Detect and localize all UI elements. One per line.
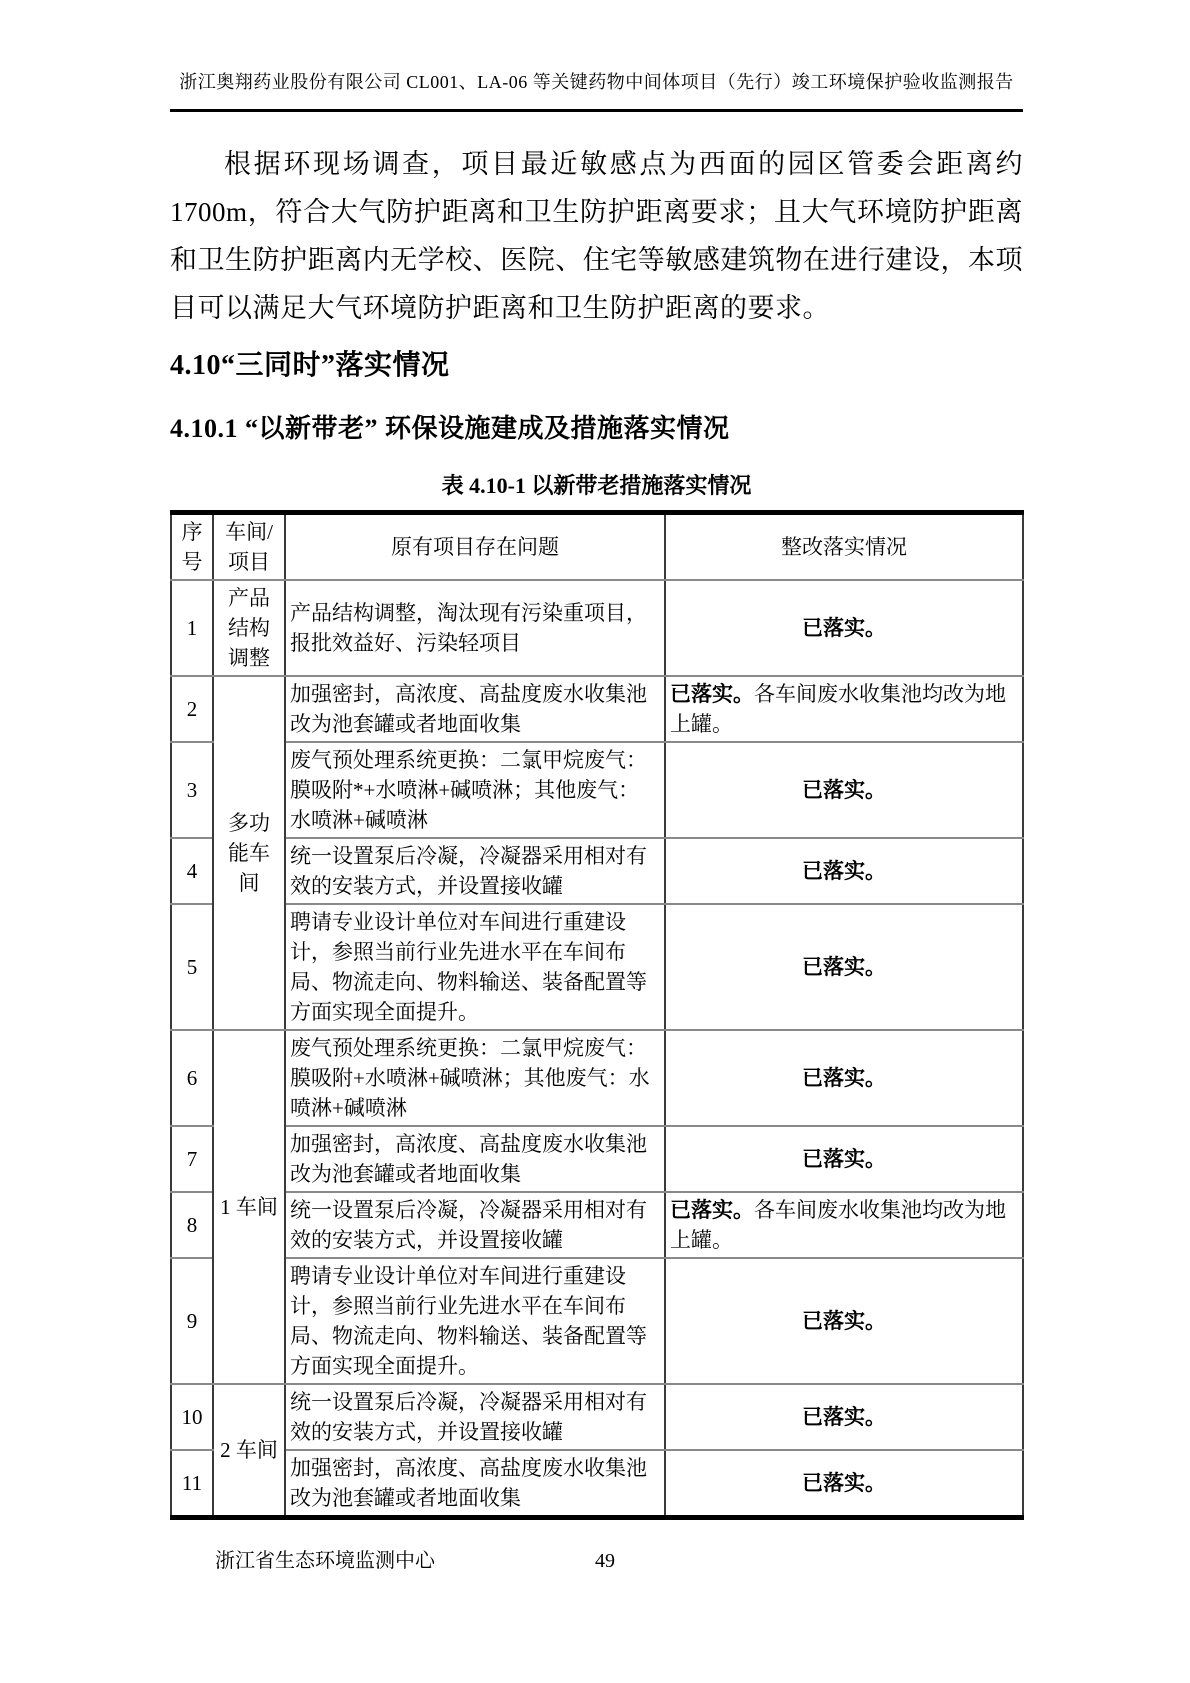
section-heading-4-10-1: 4.10.1 “以新带老” 环保设施建成及措施落实情况 — [170, 414, 730, 443]
status-implemented-label: 已落实。 — [670, 1198, 754, 1222]
workshop-cell: 1 车间 — [213, 1030, 285, 1384]
problem-cell: 聘请专业设计单位对车间进行重建设计，参照当前行业先进水平在车间布局、物流走向、物料输送、装备配置等方面实现全面提升。 — [285, 1258, 665, 1384]
workshop-cell: 产品结构调整 — [213, 580, 285, 676]
table-row — [171, 676, 1023, 742]
table-row — [171, 838, 1023, 904]
status-implemented-label: 已落实。 — [802, 1309, 886, 1333]
table-row — [171, 580, 1023, 676]
status-implemented-label: 已落实。 — [802, 859, 886, 883]
row-number-cell: 7 — [171, 1126, 213, 1192]
problem-cell: 统一设置泵后冷凝，冷凝器采用相对有效的安装方式，并设置接收罐 — [285, 1192, 665, 1258]
table-row — [171, 1192, 1023, 1258]
status-implemented-label: 已落实。 — [802, 1471, 886, 1495]
row-number-cell: 10 — [171, 1384, 213, 1450]
row-number-cell: 9 — [171, 1258, 213, 1384]
footer-page-number: 49 — [595, 1550, 615, 1572]
measures-table — [170, 510, 1024, 1520]
status-cell — [665, 1384, 1023, 1450]
status-cell: 已落实。各车间废水收集池均改为地上罐。 — [665, 1192, 1023, 1258]
status-implemented-label: 已落实。 — [802, 778, 886, 802]
table-row — [171, 1384, 1023, 1450]
row-number-cell: 1 — [171, 580, 213, 676]
measures-table-body — [171, 580, 1023, 1518]
row-number-cell: 3 — [171, 742, 213, 838]
column-header-status: 整改落实情况 — [665, 513, 1023, 581]
table-row — [171, 742, 1023, 838]
problem-cell: 聘请专业设计单位对车间进行重建设计，参照当前行业先进水平在车间布局、物流走向、物料输送、装备配置等方面实现全面提升。 — [285, 904, 665, 1030]
column-header-workshop: 车间/项目 — [213, 513, 285, 581]
problem-cell: 产品结构调整，淘汰现有污染重项目，报批效益好、污染轻项目 — [285, 580, 665, 676]
status-cell — [665, 1450, 1023, 1518]
workshop-cell: 多功能车间 — [213, 676, 285, 1030]
problem-cell: 加强密封，高浓度、高盐度废水收集池改为池套罐或者地面收集 — [285, 1450, 665, 1518]
row-number-cell: 5 — [171, 904, 213, 1030]
header-row — [171, 513, 1023, 581]
status-implemented-label: 已落实。 — [670, 682, 754, 706]
table-row — [171, 1450, 1023, 1518]
problem-cell: 废气预处理系统更换：二氯甲烷废气：膜吸附*+水喷淋+碱喷淋；其他废气：水喷淋+碱喷淋 — [285, 742, 665, 838]
problem-cell: 加强密封，高浓度、高盐度废水收集池改为池套罐或者地面收集 — [285, 676, 665, 742]
page-footer — [170, 1548, 1023, 1574]
table-row — [171, 1258, 1023, 1384]
section-heading-4-10: 4.10“三同时”落实情况 — [170, 350, 450, 381]
status-cell — [665, 742, 1023, 838]
row-number-cell: 2 — [171, 676, 213, 742]
status-cell — [665, 1126, 1023, 1192]
footer-organization: 浙江省生态环境监测中心 — [215, 1550, 435, 1572]
status-implemented-label: 已落实。 — [802, 1066, 886, 1090]
column-header-no: 序号 — [171, 513, 213, 581]
status-cell — [665, 1258, 1023, 1384]
column-header-problem: 原有项目存在问题 — [285, 513, 665, 581]
row-number-cell: 8 — [171, 1192, 213, 1258]
status-implemented-label: 已落实。 — [802, 616, 886, 640]
problem-cell: 统一设置泵后冷凝，冷凝器采用相对有效的安装方式，并设置接收罐 — [285, 838, 665, 904]
problem-cell: 统一设置泵后冷凝，冷凝器采用相对有效的安装方式，并设置接收罐 — [285, 1384, 665, 1450]
problem-cell: 废气预处理系统更换：二氯甲烷废气：膜吸附+水喷淋+碱喷淋；其他废气：水喷淋+碱喷淋 — [285, 1030, 665, 1126]
problem-cell: 加强密封，高浓度、高盐度废水收集池改为池套罐或者地面收集 — [285, 1126, 665, 1192]
status-cell — [665, 580, 1023, 676]
status-implemented-label: 已落实。 — [802, 1405, 886, 1429]
row-number-cell: 6 — [171, 1030, 213, 1126]
table-row — [171, 904, 1023, 1030]
row-number-cell: 11 — [171, 1450, 213, 1518]
table-caption: 表 4.10-1 以新带老措施落实情况 — [441, 473, 752, 498]
running-header — [170, 70, 1023, 112]
header-rule — [170, 109, 1023, 112]
workshop-cell: 2 车间 — [213, 1384, 285, 1518]
table-row — [171, 1030, 1023, 1126]
status-cell — [665, 1030, 1023, 1126]
status-implemented-label: 已落实。 — [802, 955, 886, 979]
body-paragraph: 根据环现场调查，项目最近敏感点为西面的园区管委会距离约1700m，符合大气防护距离和卫生防护距离要求；且大气环境防护距离和卫生防护距离内无学校、医院、住宅等敏感建筑物在进行建设，本项目可以满足大气环境防护距离和卫生防护距离的要求。 — [170, 149, 1023, 323]
status-implemented-label: 已落实。 — [802, 1147, 886, 1171]
document-title: 浙江奥翔药业股份有限公司 CL001、LA-06 等关键药物中间体项目（先行）竣工环境保护验收监测报告 — [179, 72, 1014, 92]
status-cell — [665, 838, 1023, 904]
row-number-cell: 4 — [171, 838, 213, 904]
status-cell — [665, 904, 1023, 1030]
measures-table-header — [171, 513, 1023, 581]
status-cell: 已落实。各车间废水收集池均改为地上罐。 — [665, 676, 1023, 742]
table-row — [171, 1126, 1023, 1192]
